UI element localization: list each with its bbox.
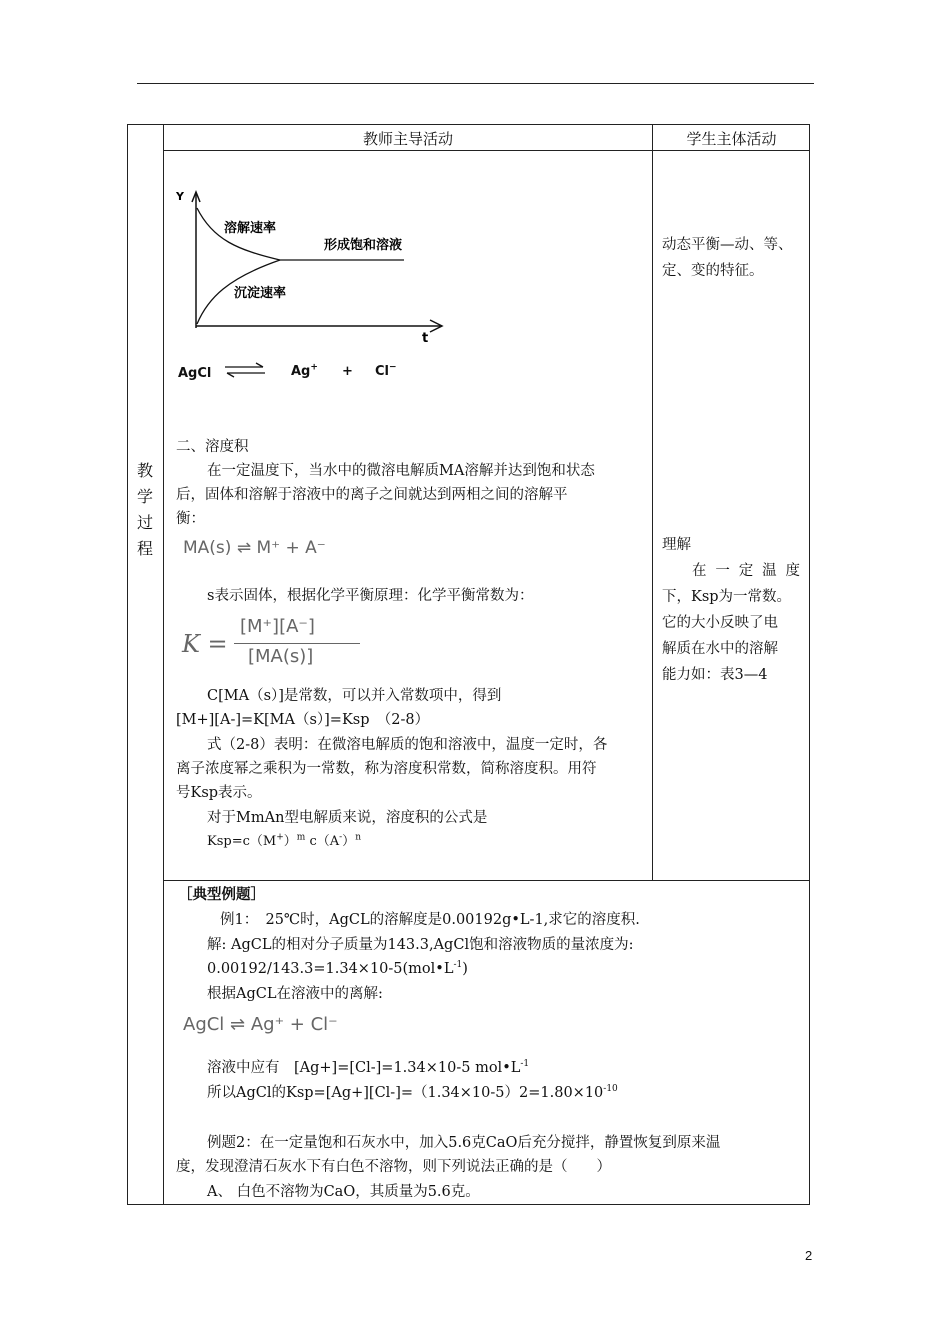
example1-solution-line: 溶液中应有 [Ag+]=[Cl-]=1.34×10-5 $mol•L^{-1}$ (207, 1059, 530, 1076)
table-divider-left (163, 124, 164, 1205)
example2-question-line: 度，发现澄清石灰水下有白色不溶物，则下列说法正确的是（ ） (176, 1159, 611, 1175)
saturated-solution-label: 形成饱和溶液 (324, 238, 403, 253)
header-rule (137, 83, 814, 84)
t-axis-label: t (422, 331, 429, 346)
paragraph-line: 离子浓度幂之乘积为一常数，称为溶度积常数，简称溶度积。用符 (176, 761, 597, 777)
vertical-label: 教 学 过 程 (136, 461, 153, 558)
table-divider-right (652, 124, 653, 881)
precipitate-rate-label: 沉淀速率 (234, 286, 287, 301)
student-note-row1: 在 一 定 温 度 (692, 563, 800, 579)
example1-solution-line: 解: AgCL的相对分子质量为143.3,AgCl饱和溶液物质的量浓度为: (207, 937, 634, 953)
equilibrium-arrows-icon (223, 362, 267, 378)
paragraph-line: 对于MmAn型电解质来说，溶度积的公式是 (207, 810, 488, 826)
example2-option-a: A、 白色不溶物为CaO，其质量为5.6克。 (207, 1184, 480, 1200)
paragraph-line: C[MA（s）]是常数，可以并入常数项中，得到 (207, 688, 502, 704)
agcl-dissociation-equation: AgCl ⇌ Ag⁺ + Cl⁻ (183, 1014, 338, 1035)
column-header-teacher: 教师主导活动 (362, 130, 453, 148)
example2-question-line: 例题2：在一定量饱和石灰水中，加入5.6克CaO后充分搅拌，静置恢复到原来温 (207, 1135, 721, 1151)
agcl-eq-plus: + (342, 364, 353, 379)
table-header-rule (163, 150, 810, 151)
paragraph-line: 号Ksp表示。 (176, 785, 262, 801)
paragraph-line: 衡： (176, 511, 205, 527)
formula-line: [M+][A-]=K[MA（s）]=Ksp （2-8） (176, 712, 430, 728)
example1-solution-line: $0.00192/143.3=1.34\times 10-5(mol•L^{-1})$ (207, 960, 468, 977)
table-row-rule (163, 880, 810, 881)
paragraph-line: 在一定温度下，当水中的微溶电解质MA溶解并达到饱和状态 (207, 463, 595, 479)
example1-solution-line: 所以AgCl的$Ksp=[Ag+][Cl-]=(1.34\times 10-5)2=1.80\times 10^{-10}$ (207, 1084, 618, 1101)
example1-question: 例1： 25℃时，AgCL的溶解度是0.00192g•L-1,求它的溶度积. (220, 912, 640, 928)
equilibrium-constant-formula: K = [M⁺][A⁻] [MA(s)] (182, 616, 372, 672)
page-number: 2 (805, 1248, 813, 1263)
dissolution-rate-diagram (168, 180, 468, 400)
paragraph-line: s表示固体，根据化学平衡原理：化学平衡常数为： (207, 588, 534, 604)
ksp-formula: $Ksp=c(M^+)^m$ $c(A^-)^n$ (207, 832, 361, 849)
y-axis-label: Y (176, 190, 184, 203)
agcl-eq-cl: Cl− (375, 362, 397, 379)
dissolve-rate-label: 溶解速率 (224, 221, 277, 236)
student-note-equilibrium: 动态平衡—动、等、 定、变的特征。 (662, 237, 793, 279)
section-heading: 二、溶度积 (176, 439, 249, 455)
paragraph-line: 后，固体和溶解于溶液中的离子之间就达到两相之间的溶解平 (176, 487, 568, 503)
paragraph-line: 式（2-8）表明：在微溶电解质的饱和溶液中，温度一定时，各 (207, 737, 608, 753)
examples-heading: ［典型例题］ (178, 887, 265, 903)
dissolution-equation: MA(s) ⇌ M⁺ + A⁻ (183, 538, 326, 558)
agcl-eq-ag: Ag+ (291, 362, 318, 379)
agcl-eq-left: AgCl (178, 366, 212, 381)
column-header-student: 学生主体活动 (686, 130, 777, 148)
student-note-ksp: 理解 在 一 定 温 度 下，Ksp为一常数。 它的大小反映了电 解质在水中的溶解 能力如：表3—4 (662, 537, 800, 683)
example1-solution-line: 根据AgCL在溶液中的离解: (207, 986, 383, 1002)
